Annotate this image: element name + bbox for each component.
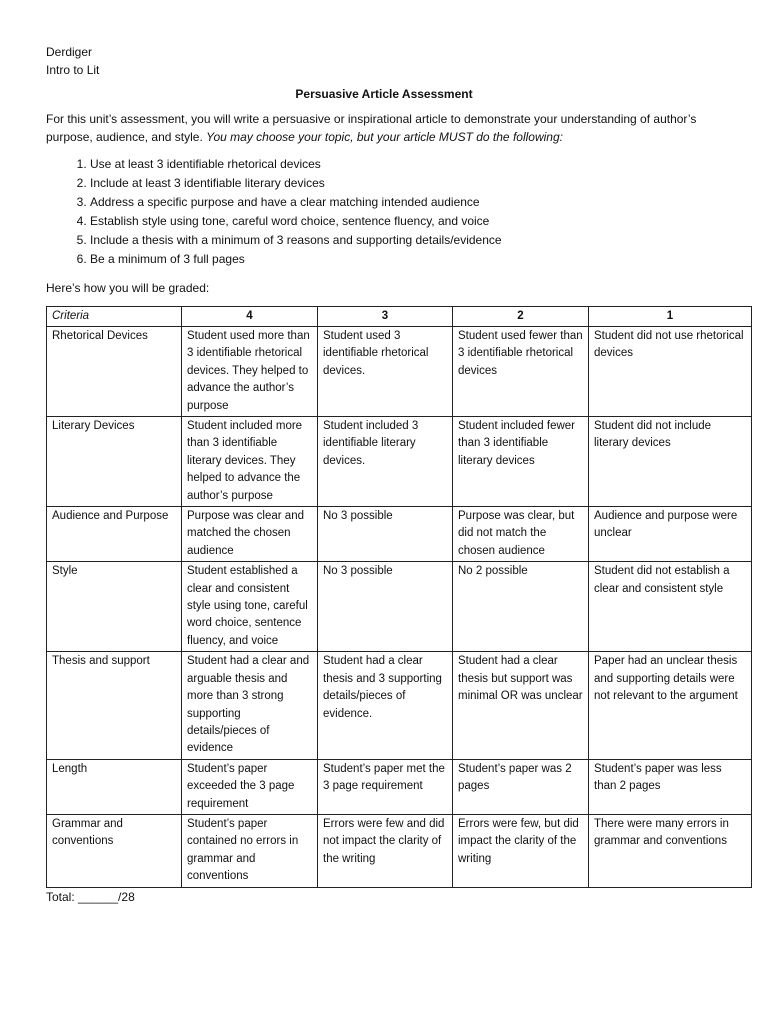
- total-score-line: Total: ______/28: [46, 889, 135, 904]
- table-row: [47, 326, 752, 416]
- criteria-cell: Literary Devices: [47, 417, 182, 507]
- table-row: [47, 562, 752, 652]
- rubric-cell: Errors were few and did not impact the clarity of the writing: [318, 814, 453, 887]
- rubric-cell: Student established a clear and consistent style using tone, careful word choice, sentence fluency, and voice: [182, 562, 318, 652]
- rubric-cell: Student’s paper was less than 2 pages: [589, 759, 752, 814]
- table-row: [47, 652, 752, 759]
- intro-italic: You may choose your topic, but your article MUST do the following:: [206, 129, 563, 144]
- document-page: [46, 44, 744, 906]
- requirement-item: 2. Include at least 3 identifiable literary devices: [90, 175, 722, 194]
- rubric-cell: Audience and purpose were unclear: [589, 507, 752, 562]
- rubric-header-row: [47, 306, 752, 326]
- rubric-cell: Student did not establish a clear and consistent style: [589, 562, 752, 652]
- table-row: [47, 814, 752, 887]
- rubric-cell: Purpose was clear, but did not match the chosen audience: [453, 507, 589, 562]
- header-score-2: 2: [453, 306, 589, 326]
- header-score-1: 1: [589, 306, 752, 326]
- rubric-cell: Student included 3 identifiable literary devices.: [318, 417, 453, 507]
- rubric-cell: Student included more than 3 identifiable literary devices. They helped to advance the author’s purpose: [182, 417, 318, 507]
- rubric-cell: Paper had an unclear thesis and supporting details were not relevant to the argument: [589, 652, 752, 759]
- rubric-cell: Student’s paper met the 3 page requirement: [318, 759, 453, 814]
- header-score-3: 3: [318, 306, 453, 326]
- rubric-cell: Student’s paper was 2 pages: [453, 759, 589, 814]
- rubric-cell: Student’s paper contained no errors in grammar and conventions: [182, 814, 318, 887]
- intro-text: For this unit’s assessment, you will write a persuasive or inspirational article to demonstrate your understanding of author’s purpose, audience, and style.: [46, 112, 697, 144]
- teacher-name: Derdiger: [46, 45, 93, 59]
- rubric-cell: Student had a clear thesis but support was minimal OR was unclear: [453, 652, 589, 759]
- requirement-item: 3. Address a specific purpose and have a clear matching intended audience: [90, 194, 722, 213]
- requirement-item: 5. Include a thesis with a minimum of 3 reasons and supporting details/evidence: [90, 232, 722, 251]
- requirement-item: 6. Be a minimum of 3 full pages: [90, 251, 722, 270]
- rubric-cell: No 2 possible: [453, 562, 589, 652]
- criteria-cell: Grammar and conventions: [47, 814, 182, 887]
- graded-intro: Here’s how you will be graded:: [46, 281, 210, 296]
- criteria-cell: Thesis and support: [47, 652, 182, 759]
- rubric-cell: Errors were few, but did impact the clarity of the writing: [453, 814, 589, 887]
- table-row: [47, 507, 752, 562]
- course-name: Intro to Lit: [46, 63, 100, 77]
- rubric-table: [46, 306, 752, 888]
- intro-paragraph: [46, 111, 722, 146]
- rubric-cell: Purpose was clear and matched the chosen audience: [182, 507, 318, 562]
- document-title: Persuasive Article Assessment: [295, 87, 473, 101]
- requirement-item: 4. Establish style using tone, careful word choice, sentence fluency, and voice: [90, 213, 722, 232]
- rubric-cell: Student did not include literary devices: [589, 417, 752, 507]
- rubric-cell: There were many errors in grammar and conventions: [589, 814, 752, 887]
- rubric-cell: Student had a clear and arguable thesis and more than 3 strong supporting details/pieces of evidence: [182, 652, 318, 759]
- rubric-cell: Student’s paper exceeded the 3 page requirement: [182, 759, 318, 814]
- criteria-cell: Audience and Purpose: [47, 507, 182, 562]
- criteria-cell: Style: [47, 562, 182, 652]
- rubric-cell: Student did not use rhetorical devices: [589, 326, 752, 416]
- requirements-list: [46, 156, 722, 270]
- rubric-cell: No 3 possible: [318, 507, 453, 562]
- criteria-cell: Rhetorical Devices: [47, 326, 182, 416]
- requirement-item: 1. Use at least 3 identifiable rhetorical devices: [90, 156, 722, 175]
- table-row: [47, 417, 752, 507]
- rubric-cell: Student included fewer than 3 identifiable literary devices: [453, 417, 589, 507]
- rubric-cell: Student had a clear thesis and 3 supporting details/pieces of evidence.: [318, 652, 453, 759]
- table-row: [47, 759, 752, 814]
- rubric-cell: No 3 possible: [318, 562, 453, 652]
- rubric-cell: Student used fewer than 3 identifiable rhetorical devices: [453, 326, 589, 416]
- rubric-cell: Student used more than 3 identifiable rhetorical devices. They helped to advance the author’s purpose: [182, 326, 318, 416]
- rubric-cell: Student used 3 identifiable rhetorical devices.: [318, 326, 453, 416]
- criteria-cell: Length: [47, 759, 182, 814]
- header-criteria: Criteria: [47, 306, 182, 326]
- header-score-4: 4: [182, 306, 318, 326]
